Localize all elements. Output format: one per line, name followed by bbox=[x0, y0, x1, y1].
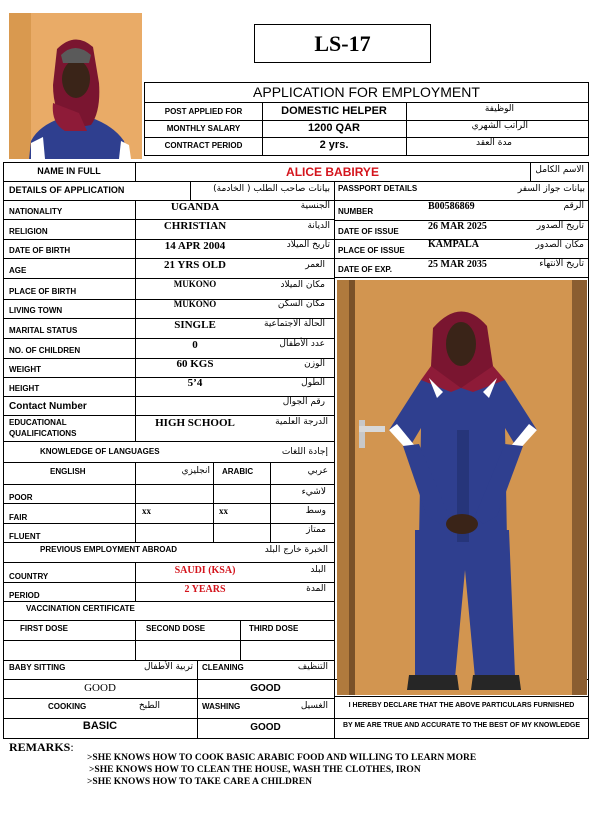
remarks-label: REMARKS bbox=[9, 740, 71, 754]
age-label-ar: العمر bbox=[305, 260, 325, 270]
height-label-ar: الطول bbox=[301, 378, 325, 388]
fair-label-ar: وسط bbox=[305, 506, 326, 516]
education-value: HIGH SCHOOL bbox=[155, 417, 235, 429]
period-value: 2 YEARS bbox=[184, 584, 226, 595]
town-label: LIVING TOWN bbox=[9, 306, 63, 315]
town-value: MUKONO bbox=[173, 299, 217, 309]
weight-label-ar: الوزن bbox=[304, 359, 325, 369]
baby-sitting-label-ar: تربية الأطفال bbox=[143, 662, 193, 672]
fluent-label: FLUENT bbox=[9, 532, 41, 541]
weight-value: 60 KGS bbox=[176, 358, 214, 370]
contact-label-ar: رقم الجوال bbox=[282, 397, 325, 407]
pp-expiry-label-ar: تاريخ الانتهاء bbox=[539, 259, 584, 269]
age-label: AGE bbox=[9, 266, 27, 275]
fluent-label-ar: ممتاز bbox=[306, 525, 326, 535]
pp-number-label: NUMBER bbox=[338, 207, 374, 216]
poor-label: POOR bbox=[9, 493, 33, 502]
pp-issue-date-label: DATE OF ISSUE bbox=[338, 227, 399, 236]
post-label: POST APPLIED FOR bbox=[164, 107, 243, 116]
cooking-label: COOKING bbox=[48, 702, 87, 711]
prev-employment-label-ar: الخبرة خارج البلد bbox=[264, 545, 328, 555]
cleaning-label: CLEANING bbox=[202, 663, 244, 672]
details-label: DETAILS OF APPLICATION bbox=[9, 185, 125, 195]
form-code: LS-17 bbox=[314, 31, 371, 56]
languages-label-ar: إجادة اللغات bbox=[281, 447, 328, 457]
town-label-ar: مكان السكن bbox=[277, 299, 325, 309]
third-dose-label: THIRD DOSE bbox=[249, 624, 299, 633]
cleaning-label-ar: التنظيف bbox=[297, 662, 328, 672]
salary-value: 1200 QAR bbox=[308, 122, 360, 134]
contract-label: CONTRACT PERIOD bbox=[164, 141, 243, 150]
pp-number-value: B00586869 bbox=[428, 201, 475, 212]
remarks-heading: REMARKS: bbox=[9, 740, 74, 754]
name-label-ar: الاسم الكامل bbox=[535, 165, 584, 175]
salary-label-ar: الراتب الشهري bbox=[471, 121, 528, 131]
english-label-ar: انجليزي bbox=[181, 466, 210, 476]
pp-issue-place-value: KAMPALA bbox=[428, 239, 479, 250]
children-value: 0 bbox=[192, 339, 198, 351]
washing-label: WASHING bbox=[202, 702, 241, 711]
country-label: COUNTRY bbox=[9, 572, 49, 581]
education-label: EDUCATIONAL QUALIFICATIONS bbox=[9, 418, 77, 438]
nationality-label: NATIONALITY bbox=[9, 207, 63, 216]
applicant-full-body-photo bbox=[337, 280, 587, 695]
country-value: SAUDI (KSA) bbox=[174, 565, 236, 576]
contract-value: 2 yrs. bbox=[319, 139, 349, 151]
contract-label-ar: مدة العقد bbox=[476, 138, 512, 148]
prev-employment-label: PREVIOUS EMPLOYMENT ABROAD bbox=[40, 545, 178, 554]
children-label-ar: عدد الأطفال bbox=[279, 339, 325, 349]
education-label-ar: الدرجة العلمية bbox=[275, 417, 328, 427]
religion-label: RELIGION bbox=[9, 227, 48, 236]
height-value: 5’4 bbox=[187, 377, 203, 389]
arabic-label-ar: عربي bbox=[307, 466, 328, 476]
period-label-ar: المدة bbox=[306, 584, 326, 594]
remark-item-2: >SHE KNOWS HOW TO CLEAN THE HOUSE, WASH THE CLOTHES, IRON bbox=[89, 765, 421, 775]
age-value: 21 YRS OLD bbox=[164, 259, 226, 271]
first-dose-label: FIRST DOSE bbox=[20, 624, 69, 633]
marital-label-ar: الحالة الاجتماعية bbox=[264, 319, 325, 329]
declaration-line-2: BY ME ARE TRUE AND ACCURATE TO THE BEST OF MY KNOWLEDGE bbox=[342, 722, 581, 729]
contact-label: Contact Number bbox=[9, 401, 87, 412]
pp-number-label-ar: الرقم bbox=[563, 201, 584, 211]
washing-label-ar: الغسيل bbox=[300, 701, 328, 711]
vaccination-label: VACCINATION CERTIFICATE bbox=[26, 604, 135, 613]
cooking-value: BASIC bbox=[82, 720, 118, 732]
remark-item-1: >SHE KNOWS HOW TO COOK BASIC ARABIC FOOD AND WILLING TO LEARN MORE bbox=[87, 753, 477, 763]
passport-label: PASSPORT DETAILS bbox=[338, 184, 418, 193]
english-label: ENGLISH bbox=[50, 467, 86, 476]
washing-value: GOOD bbox=[250, 722, 281, 733]
applicant-portrait-photo bbox=[9, 13, 142, 159]
applicant-name: ALICE BABIRYE bbox=[286, 165, 379, 179]
religion-label-ar: الديانة bbox=[307, 221, 330, 231]
marital-label: MARITAL STATUS bbox=[9, 326, 78, 335]
children-label: NO. OF CHILDREN bbox=[9, 346, 81, 355]
form-code-box bbox=[254, 24, 431, 63]
pp-issue-place-label: PLACE OF ISSUE bbox=[338, 246, 405, 255]
country-label-ar: البلد bbox=[310, 565, 326, 575]
period-label: PERIOD bbox=[9, 591, 40, 600]
pp-expiry-value: 25 MAR 2035 bbox=[428, 259, 487, 270]
marital-value: SINGLE bbox=[174, 319, 216, 331]
salary-label: MONTHLY SALARY bbox=[166, 124, 241, 133]
pp-issue-place-label-ar: مكان الصدور bbox=[535, 240, 584, 250]
weight-label: WEIGHT bbox=[9, 365, 41, 374]
post-value: DOMESTIC HELPER bbox=[281, 105, 387, 117]
name-label: NAME IN FULL bbox=[37, 166, 101, 176]
arabic-fair-mark: xx bbox=[219, 506, 228, 516]
post-label-ar: الوظيفة bbox=[484, 104, 514, 114]
religion-value: CHRISTIAN bbox=[163, 220, 227, 232]
fair-label: FAIR bbox=[9, 513, 28, 522]
dob-value: 14 APR 2004 bbox=[164, 240, 226, 252]
nationality-label-ar: الجنسية bbox=[300, 201, 330, 211]
declaration-line-1: I HEREBY DECLARE THAT THE ABOVE PARTICULARS FURNISHED bbox=[348, 702, 575, 709]
dob-label: DATE OF BIRTH bbox=[9, 246, 71, 255]
pp-issue-date-value: 26 MAR 2025 bbox=[428, 221, 487, 232]
pob-label-ar: مكان الميلاد bbox=[280, 280, 325, 290]
baby-sitting-label: BABY SITTING bbox=[9, 663, 66, 672]
details-label-ar: بيانات صاحب الطلب ( الخادمة) bbox=[213, 184, 330, 194]
pob-label: PLACE OF BIRTH bbox=[9, 287, 77, 296]
nationality-value: UGANDA bbox=[170, 201, 220, 213]
english-fair-mark: xx bbox=[142, 506, 151, 516]
form-title: APPLICATION FOR EMPLOYMENT bbox=[253, 84, 480, 100]
height-label: HEIGHT bbox=[9, 384, 40, 393]
poor-label-ar: لاشيء bbox=[301, 487, 326, 497]
cooking-label-ar: الطبخ bbox=[138, 701, 160, 711]
dob-label-ar: تاريخ الميلاد bbox=[286, 240, 330, 250]
second-dose-label: SECOND DOSE bbox=[146, 624, 206, 633]
pob-value: MUKONO bbox=[173, 279, 217, 289]
languages-label: KNOWLEDGE OF LANGUAGES bbox=[40, 447, 160, 456]
pp-expiry-label: DATE OF EXP. bbox=[338, 265, 392, 274]
baby-sitting-value: GOOD bbox=[84, 682, 116, 694]
pp-issue-date-label-ar: تاريخ الصدور bbox=[536, 221, 584, 231]
remark-item-3: >SHE KNOWS HOW TO TAKE CARE A CHILDREN bbox=[87, 777, 312, 787]
passport-label-ar: بيانات جواز السفر bbox=[517, 184, 585, 194]
arabic-label: ARABIC bbox=[222, 467, 254, 476]
cleaning-value: GOOD bbox=[250, 683, 281, 694]
